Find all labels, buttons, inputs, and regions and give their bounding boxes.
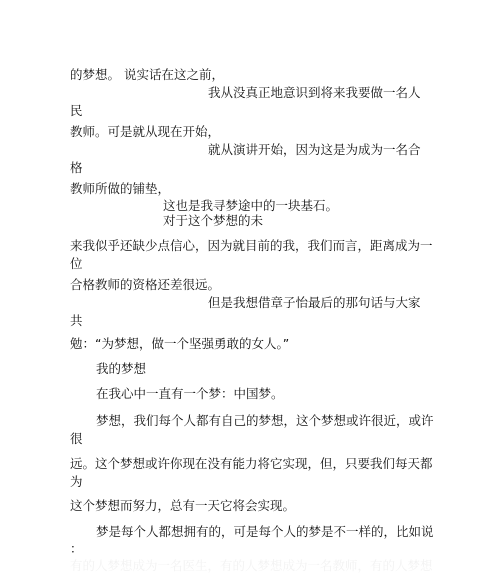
text-line-19: 很 <box>70 431 83 446</box>
text-line-5: 就从演讲开始，因为这是为成为一名合 <box>208 142 421 157</box>
text-line-10: 来我似乎还缺少点信心，因为就目前的我，我们而言，距离成为一 <box>70 238 433 253</box>
text-line-4: 教师。可是就从现在开始， <box>70 124 221 139</box>
text-line-18: 梦想，我们每个人都有自己的梦想，这个梦想或许很近，或许 <box>96 413 434 428</box>
text-line-6: 格 <box>70 160 83 175</box>
heading-my-dream: 我的梦想 <box>96 361 147 376</box>
text-line-25: 有的人梦想成为一名医生，有的人梦想成为一名教师，有的人梦想 <box>70 558 433 573</box>
text-line-22: 这个梦想而努力，总有一天它将会实现。 <box>70 498 296 513</box>
text-line-20: 远。这个梦想或许你现在没有能力将它实现，但，只要我们每天都 <box>70 456 433 471</box>
text-line-7: 教师所做的铺垫， <box>70 181 171 196</box>
text-line-8: 这也是我寻梦途中的一块基石。 <box>163 198 339 213</box>
text-line-12: 合格教师的资格还差很远。 <box>70 277 221 292</box>
text-line-23: 梦是每个人都想拥有的，可是每个人的梦是不一样的，比如说 <box>96 524 434 539</box>
text-line-24: ： <box>70 541 83 556</box>
text-line-11: 位 <box>70 256 83 271</box>
text-line-21: 为 <box>70 474 83 489</box>
text-line-17: 在我心中一直有一个梦：中国梦。 <box>96 386 284 401</box>
text-line-14: 共 <box>70 313 83 328</box>
text-line-13: 但是我想借章子怡最后的那句话与大家 <box>208 295 421 310</box>
text-line-3: 民 <box>70 103 83 118</box>
text-line-15: 勉：“为梦想，做一个坚强勇敢的女人。” <box>70 336 290 351</box>
text-line-2: 我从没真正地意识到将来我要做一名人 <box>208 85 421 100</box>
text-line-9: 对于这个梦想的未 <box>163 213 264 228</box>
text-line-1: 的梦想。 说实话在这之前， <box>70 67 224 82</box>
